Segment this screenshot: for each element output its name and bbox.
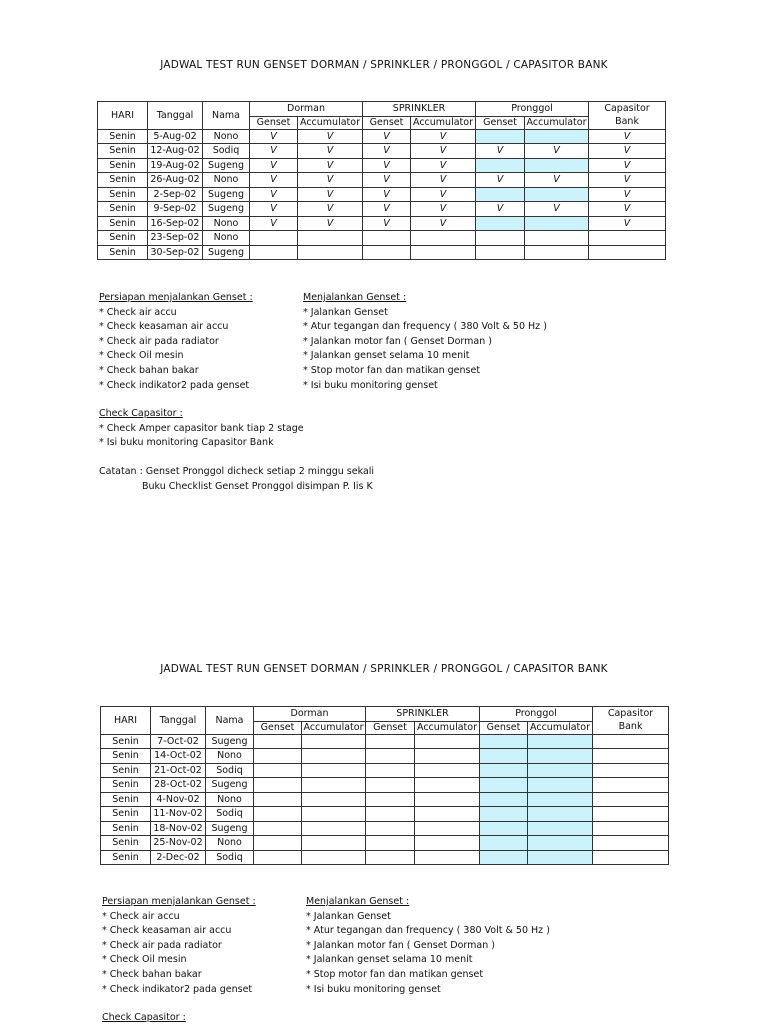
col-capasitor-bank bbox=[593, 707, 669, 735]
cell-hari: Senin bbox=[101, 836, 151, 851]
cell-sprinkler-accumulator bbox=[415, 807, 480, 822]
cell-hari: Senin bbox=[101, 734, 151, 749]
cell-tanggal: 19-Aug-02 bbox=[148, 158, 203, 173]
cell-tanggal: 28-Oct-02 bbox=[151, 778, 206, 793]
cell-nama: Sugeng bbox=[206, 734, 254, 749]
cell-dorman-accumulator: V bbox=[298, 158, 363, 173]
col-pronggol-genset: Genset bbox=[480, 721, 528, 734]
col-group-pronggol: Pronggol bbox=[480, 707, 593, 722]
cell-dorman-accumulator bbox=[302, 821, 366, 836]
persiapan-item: * Check bahan bakar bbox=[102, 968, 202, 980]
cell-sprinkler-accumulator: V bbox=[411, 202, 476, 217]
catatan-line-1: Catatan : Genset Pronggol dicheck setiap 2 minggu sekali bbox=[99, 466, 375, 477]
cell-sprinkler-genset bbox=[366, 749, 415, 764]
cell-dorman-accumulator bbox=[302, 763, 366, 778]
table-row bbox=[101, 792, 669, 807]
col-sprinkler-accumulator: Accumulator bbox=[415, 721, 480, 734]
col-group-dorman: Dorman bbox=[250, 102, 363, 117]
cell-nama: Nono bbox=[203, 129, 250, 144]
cell-capasitor-bank bbox=[593, 807, 669, 822]
cell-nama: Sodiq bbox=[203, 144, 250, 159]
cell-pronggol-accumulator bbox=[528, 821, 593, 836]
menjalankan-item: * Jalankan genset selama 10 menit bbox=[303, 350, 470, 362]
persiapan-item: * Check Oil mesin bbox=[102, 954, 187, 966]
cell-tanggal: 14-Oct-02 bbox=[151, 749, 206, 764]
cell-sprinkler-accumulator: V bbox=[411, 144, 476, 159]
cell-dorman-genset: V bbox=[250, 144, 298, 159]
cell-nama: Nono bbox=[206, 792, 254, 807]
cell-pronggol-accumulator bbox=[528, 749, 593, 764]
cell-dorman-genset: V bbox=[250, 216, 298, 231]
col-group-sprinkler: SPRINKLER bbox=[366, 707, 480, 722]
capasitor-item: * Check Amper capasitor bank tiap 2 stage bbox=[99, 422, 304, 434]
cell-sprinkler-genset: V bbox=[363, 158, 411, 173]
cell-sprinkler-accumulator bbox=[415, 836, 480, 851]
cell-sprinkler-accumulator: V bbox=[411, 158, 476, 173]
cell-dorman-accumulator: V bbox=[298, 202, 363, 217]
persiapan-item: * Check indikator2 pada genset bbox=[102, 983, 253, 995]
cell-capasitor-bank: V bbox=[589, 173, 666, 188]
cell-dorman-genset: V bbox=[250, 202, 298, 217]
cell-hari: Senin bbox=[98, 173, 148, 188]
col-capasitor-line2: Bank bbox=[615, 116, 639, 128]
cell-nama: Sugeng bbox=[203, 158, 250, 173]
persiapan-item: * Check air accu bbox=[102, 910, 180, 922]
cell-sprinkler-genset: V bbox=[363, 129, 411, 144]
cell-nama: Sodiq bbox=[206, 763, 254, 778]
cell-capasitor-bank: V bbox=[589, 129, 666, 144]
col-pronggol-genset: Genset bbox=[476, 116, 525, 129]
cell-pronggol-accumulator bbox=[528, 763, 593, 778]
persiapan-item: * Check indikator2 pada genset bbox=[99, 379, 250, 391]
cell-dorman-accumulator bbox=[302, 749, 366, 764]
cell-nama: Nono bbox=[206, 749, 254, 764]
cell-capasitor-bank bbox=[593, 763, 669, 778]
cell-dorman-genset: V bbox=[250, 129, 298, 144]
cell-sprinkler-accumulator bbox=[415, 821, 480, 836]
page-title: JADWAL TEST RUN GENSET DORMAN / SPRINKLER / PRONGGOL / CAPASITOR BANK bbox=[160, 59, 608, 71]
cell-pronggol-genset bbox=[480, 850, 528, 865]
table-row bbox=[101, 749, 669, 764]
cell-tanggal: 7-Oct-02 bbox=[151, 734, 206, 749]
menjalankan-item: * Jalankan motor fan ( Genset Dorman ) bbox=[303, 335, 492, 347]
cell-pronggol-accumulator bbox=[528, 850, 593, 865]
cell-dorman-accumulator: V bbox=[298, 173, 363, 188]
cell-capasitor-bank bbox=[593, 850, 669, 865]
cell-nama: Sugeng bbox=[203, 245, 250, 260]
cell-dorman-genset: V bbox=[250, 173, 298, 188]
cell-sprinkler-genset: V bbox=[363, 216, 411, 231]
cell-sprinkler-accumulator: V bbox=[411, 216, 476, 231]
cell-capasitor-bank bbox=[593, 836, 669, 851]
cell-pronggol-genset bbox=[480, 749, 528, 764]
cell-tanggal: 25-Nov-02 bbox=[151, 836, 206, 851]
cell-sprinkler-genset: V bbox=[363, 187, 411, 202]
menjalankan-section bbox=[306, 895, 550, 997]
cell-hari: Senin bbox=[101, 792, 151, 807]
col-sprinkler-genset: Genset bbox=[363, 116, 411, 129]
cell-dorman-genset: V bbox=[250, 158, 298, 173]
menjalankan-item: * Jalankan genset selama 10 menit bbox=[306, 954, 473, 966]
cell-capasitor-bank: V bbox=[589, 187, 666, 202]
persiapan-item: * Check bahan bakar bbox=[99, 364, 199, 376]
cell-nama: Nono bbox=[203, 216, 250, 231]
cell-sprinkler-accumulator bbox=[415, 778, 480, 793]
cell-tanggal: 12-Aug-02 bbox=[148, 144, 203, 159]
cell-dorman-genset bbox=[254, 850, 302, 865]
persiapan-heading: Persiapan menjalankan Genset : bbox=[102, 896, 256, 907]
cell-pronggol-genset bbox=[480, 763, 528, 778]
cell-pronggol-accumulator: V bbox=[525, 202, 589, 217]
col-capasitor-line1: Capasitor bbox=[607, 708, 654, 720]
cell-sprinkler-accumulator bbox=[415, 734, 480, 749]
cell-sprinkler-genset bbox=[366, 850, 415, 865]
cell-sprinkler-accumulator: V bbox=[411, 173, 476, 188]
col-tanggal: Tanggal bbox=[151, 707, 206, 735]
cell-capasitor-bank bbox=[593, 821, 669, 836]
catatan-line-2: Buku Checklist Genset Pronggol disimpan P. Iis K bbox=[142, 480, 373, 492]
cell-dorman-accumulator bbox=[302, 807, 366, 822]
cell-tanggal: 4-Nov-02 bbox=[151, 792, 206, 807]
col-dorman-accumulator: Accumulator bbox=[302, 721, 366, 734]
cell-pronggol-genset bbox=[480, 734, 528, 749]
col-sprinkler-accumulator: Accumulator bbox=[411, 116, 476, 129]
table-row bbox=[101, 734, 669, 749]
col-capasitor-line2: Bank bbox=[618, 721, 643, 733]
cell-dorman-genset bbox=[254, 778, 302, 793]
cell-pronggol-genset bbox=[480, 778, 528, 793]
capasitor-heading: Check Capasitor : bbox=[102, 1012, 186, 1023]
persiapan-item: * Check air accu bbox=[99, 306, 177, 318]
header-row-1 bbox=[101, 707, 669, 722]
cell-tanggal: 5-Aug-02 bbox=[148, 129, 203, 144]
col-group-pronggol: Pronggol bbox=[476, 102, 589, 117]
cell-capasitor-bank: V bbox=[589, 202, 666, 217]
cell-dorman-genset bbox=[254, 749, 302, 764]
cell-capasitor-bank: V bbox=[589, 144, 666, 159]
menjalankan-item: * Isi buku monitoring genset bbox=[303, 379, 438, 391]
cell-tanggal: 2-Sep-02 bbox=[148, 187, 203, 202]
cell-pronggol-accumulator bbox=[528, 734, 593, 749]
cell-dorman-genset bbox=[254, 763, 302, 778]
cell-tanggal: 18-Nov-02 bbox=[151, 821, 206, 836]
cell-hari: Senin bbox=[101, 807, 151, 822]
col-dorman-genset: Genset bbox=[250, 116, 298, 129]
cell-tanggal: 16-Sep-02 bbox=[148, 216, 203, 231]
cell-hari: Senin bbox=[101, 821, 151, 836]
cell-dorman-genset bbox=[254, 807, 302, 822]
cell-hari: Senin bbox=[101, 763, 151, 778]
cell-nama: Nono bbox=[203, 231, 250, 246]
cell-capasitor-bank bbox=[593, 734, 669, 749]
menjalankan-item: * Stop motor fan dan matikan genset bbox=[306, 968, 484, 980]
page-title: JADWAL TEST RUN GENSET DORMAN / SPRINKLER / PRONGGOL / CAPASITOR BANK bbox=[160, 663, 608, 675]
cell-nama: Sodiq bbox=[206, 850, 254, 865]
cell-pronggol-accumulator bbox=[528, 836, 593, 851]
cell-tanggal: 9-Sep-02 bbox=[148, 202, 203, 217]
cell-capasitor-bank: V bbox=[589, 216, 666, 231]
table-row bbox=[101, 778, 669, 793]
col-sprinkler-genset: Genset bbox=[366, 721, 415, 734]
persiapan-item: * Check air pada radiator bbox=[102, 939, 222, 951]
cell-pronggol-genset bbox=[480, 836, 528, 851]
cell-sprinkler-genset: V bbox=[363, 202, 411, 217]
cell-tanggal: 2-Dec-02 bbox=[151, 850, 206, 865]
cell-capasitor-bank bbox=[593, 778, 669, 793]
cell-hari: Senin bbox=[98, 187, 148, 202]
cell-pronggol-genset: V bbox=[476, 173, 525, 188]
col-group-dorman: Dorman bbox=[254, 707, 366, 722]
cell-nama: Sugeng bbox=[206, 778, 254, 793]
col-nama: Nama bbox=[206, 707, 254, 735]
cell-dorman-accumulator: V bbox=[298, 144, 363, 159]
cell-dorman-accumulator: V bbox=[298, 129, 363, 144]
cell-sprinkler-accumulator: V bbox=[411, 129, 476, 144]
menjalankan-item: * Stop motor fan dan matikan genset bbox=[303, 364, 481, 376]
cell-hari: Senin bbox=[98, 231, 148, 246]
cell-pronggol-accumulator bbox=[528, 778, 593, 793]
menjalankan-item: * Jalankan motor fan ( Genset Dorman ) bbox=[306, 939, 495, 951]
cell-nama: Sugeng bbox=[206, 821, 254, 836]
menjalankan-item: * Isi buku monitoring genset bbox=[306, 983, 441, 995]
cell-sprinkler-accumulator bbox=[415, 763, 480, 778]
cell-hari: Senin bbox=[98, 202, 148, 217]
cell-hari: Senin bbox=[101, 778, 151, 793]
cell-sprinkler-genset bbox=[366, 778, 415, 793]
col-dorman-genset: Genset bbox=[254, 721, 302, 734]
cell-sprinkler-accumulator bbox=[415, 850, 480, 865]
col-hari: HARI bbox=[101, 707, 151, 735]
col-pronggol-accumulator: Accumulator bbox=[525, 116, 589, 129]
table-row bbox=[101, 763, 669, 778]
table-row bbox=[101, 807, 669, 822]
cell-nama: Sugeng bbox=[203, 202, 250, 217]
menjalankan-item: * Atur tegangan dan frequency ( 380 Volt & 50 Hz ) bbox=[306, 925, 550, 937]
persiapan-section bbox=[102, 895, 256, 997]
cell-hari: Senin bbox=[98, 144, 148, 159]
cell-nama: Nono bbox=[203, 173, 250, 188]
cell-pronggol-genset: V bbox=[476, 202, 525, 217]
cell-nama: Nono bbox=[206, 836, 254, 851]
cell-tanggal: 11-Nov-02 bbox=[151, 807, 206, 822]
cell-capasitor-bank: V bbox=[589, 158, 666, 173]
menjalankan-item: * Jalankan Genset bbox=[306, 910, 391, 922]
capasitor-section bbox=[102, 1011, 186, 1026]
cell-pronggol-accumulator bbox=[528, 792, 593, 807]
cell-tanggal: 21-Oct-02 bbox=[151, 763, 206, 778]
cell-sprinkler-genset bbox=[366, 821, 415, 836]
cell-hari: Senin bbox=[98, 216, 148, 231]
cell-sprinkler-genset bbox=[366, 807, 415, 822]
col-capasitor-line1: Capasitor bbox=[604, 103, 650, 115]
cell-sprinkler-genset: V bbox=[363, 144, 411, 159]
cell-dorman-accumulator bbox=[302, 778, 366, 793]
persiapan-item: * Check air pada radiator bbox=[99, 335, 219, 347]
schedule-body bbox=[101, 734, 669, 865]
cell-sprinkler-genset bbox=[366, 734, 415, 749]
cell-sprinkler-genset bbox=[366, 836, 415, 851]
cell-dorman-genset bbox=[254, 821, 302, 836]
cell-sprinkler-genset: V bbox=[363, 173, 411, 188]
menjalankan-item: * Atur tegangan dan frequency ( 380 Volt & 50 Hz ) bbox=[303, 321, 547, 333]
persiapan-item: * Check Oil mesin bbox=[99, 350, 184, 362]
cell-pronggol-genset bbox=[480, 821, 528, 836]
persiapan-heading: Persiapan menjalankan Genset : bbox=[99, 292, 253, 303]
col-nama: Nama bbox=[203, 102, 250, 130]
cell-hari: Senin bbox=[98, 129, 148, 144]
cell-hari: Senin bbox=[101, 850, 151, 865]
cell-tanggal: 26-Aug-02 bbox=[148, 173, 203, 188]
cell-pronggol-accumulator: V bbox=[525, 173, 589, 188]
menjalankan-heading: Menjalankan Genset : bbox=[306, 896, 410, 907]
table-row bbox=[101, 850, 669, 865]
cell-hari: Senin bbox=[101, 749, 151, 764]
cell-pronggol-genset bbox=[480, 807, 528, 822]
menjalankan-item: * Jalankan Genset bbox=[303, 306, 388, 318]
cell-dorman-accumulator: V bbox=[298, 216, 363, 231]
col-group-sprinkler: SPRINKLER bbox=[363, 102, 476, 117]
cell-nama: Sugeng bbox=[203, 187, 250, 202]
cell-nama: Sodiq bbox=[206, 807, 254, 822]
cell-pronggol-genset: V bbox=[476, 144, 525, 159]
cell-pronggol-accumulator bbox=[528, 807, 593, 822]
capasitor-item: * Isi buku monitoring Capasitor Bank bbox=[99, 437, 274, 449]
schedule-table bbox=[100, 706, 669, 865]
cell-sprinkler-genset bbox=[366, 792, 415, 807]
cell-dorman-accumulator bbox=[302, 792, 366, 807]
persiapan-item: * Check keasaman air accu bbox=[99, 321, 229, 333]
cell-dorman-accumulator bbox=[302, 836, 366, 851]
table-row bbox=[101, 836, 669, 851]
cell-dorman-accumulator bbox=[302, 850, 366, 865]
cell-tanggal: 30-Sep-02 bbox=[148, 245, 203, 260]
col-tanggal: Tanggal bbox=[148, 102, 203, 130]
col-dorman-accumulator: Accumulator bbox=[298, 116, 363, 129]
cell-hari: Senin bbox=[98, 158, 148, 173]
cell-dorman-genset bbox=[254, 836, 302, 851]
cell-sprinkler-accumulator bbox=[415, 792, 480, 807]
col-pronggol-accumulator: Accumulator bbox=[528, 721, 593, 734]
cell-hari: Senin bbox=[98, 245, 148, 260]
cell-dorman-accumulator bbox=[302, 734, 366, 749]
capasitor-heading: Check Capasitor : bbox=[99, 408, 183, 419]
cell-tanggal: 23-Sep-02 bbox=[148, 231, 203, 246]
table-row bbox=[101, 821, 669, 836]
cell-sprinkler-accumulator: V bbox=[411, 187, 476, 202]
cell-sprinkler-genset bbox=[366, 763, 415, 778]
cell-capasitor-bank bbox=[593, 792, 669, 807]
cell-capasitor-bank bbox=[593, 749, 669, 764]
cell-dorman-genset bbox=[254, 792, 302, 807]
cell-dorman-genset bbox=[254, 734, 302, 749]
cell-sprinkler-accumulator bbox=[415, 749, 480, 764]
cell-pronggol-genset bbox=[480, 792, 528, 807]
cell-dorman-accumulator: V bbox=[298, 187, 363, 202]
persiapan-item: * Check keasaman air accu bbox=[102, 925, 232, 937]
col-hari: HARI bbox=[98, 102, 148, 130]
cell-pronggol-accumulator: V bbox=[525, 144, 589, 159]
cell-dorman-genset: V bbox=[250, 187, 298, 202]
menjalankan-heading: Menjalankan Genset : bbox=[303, 292, 407, 303]
